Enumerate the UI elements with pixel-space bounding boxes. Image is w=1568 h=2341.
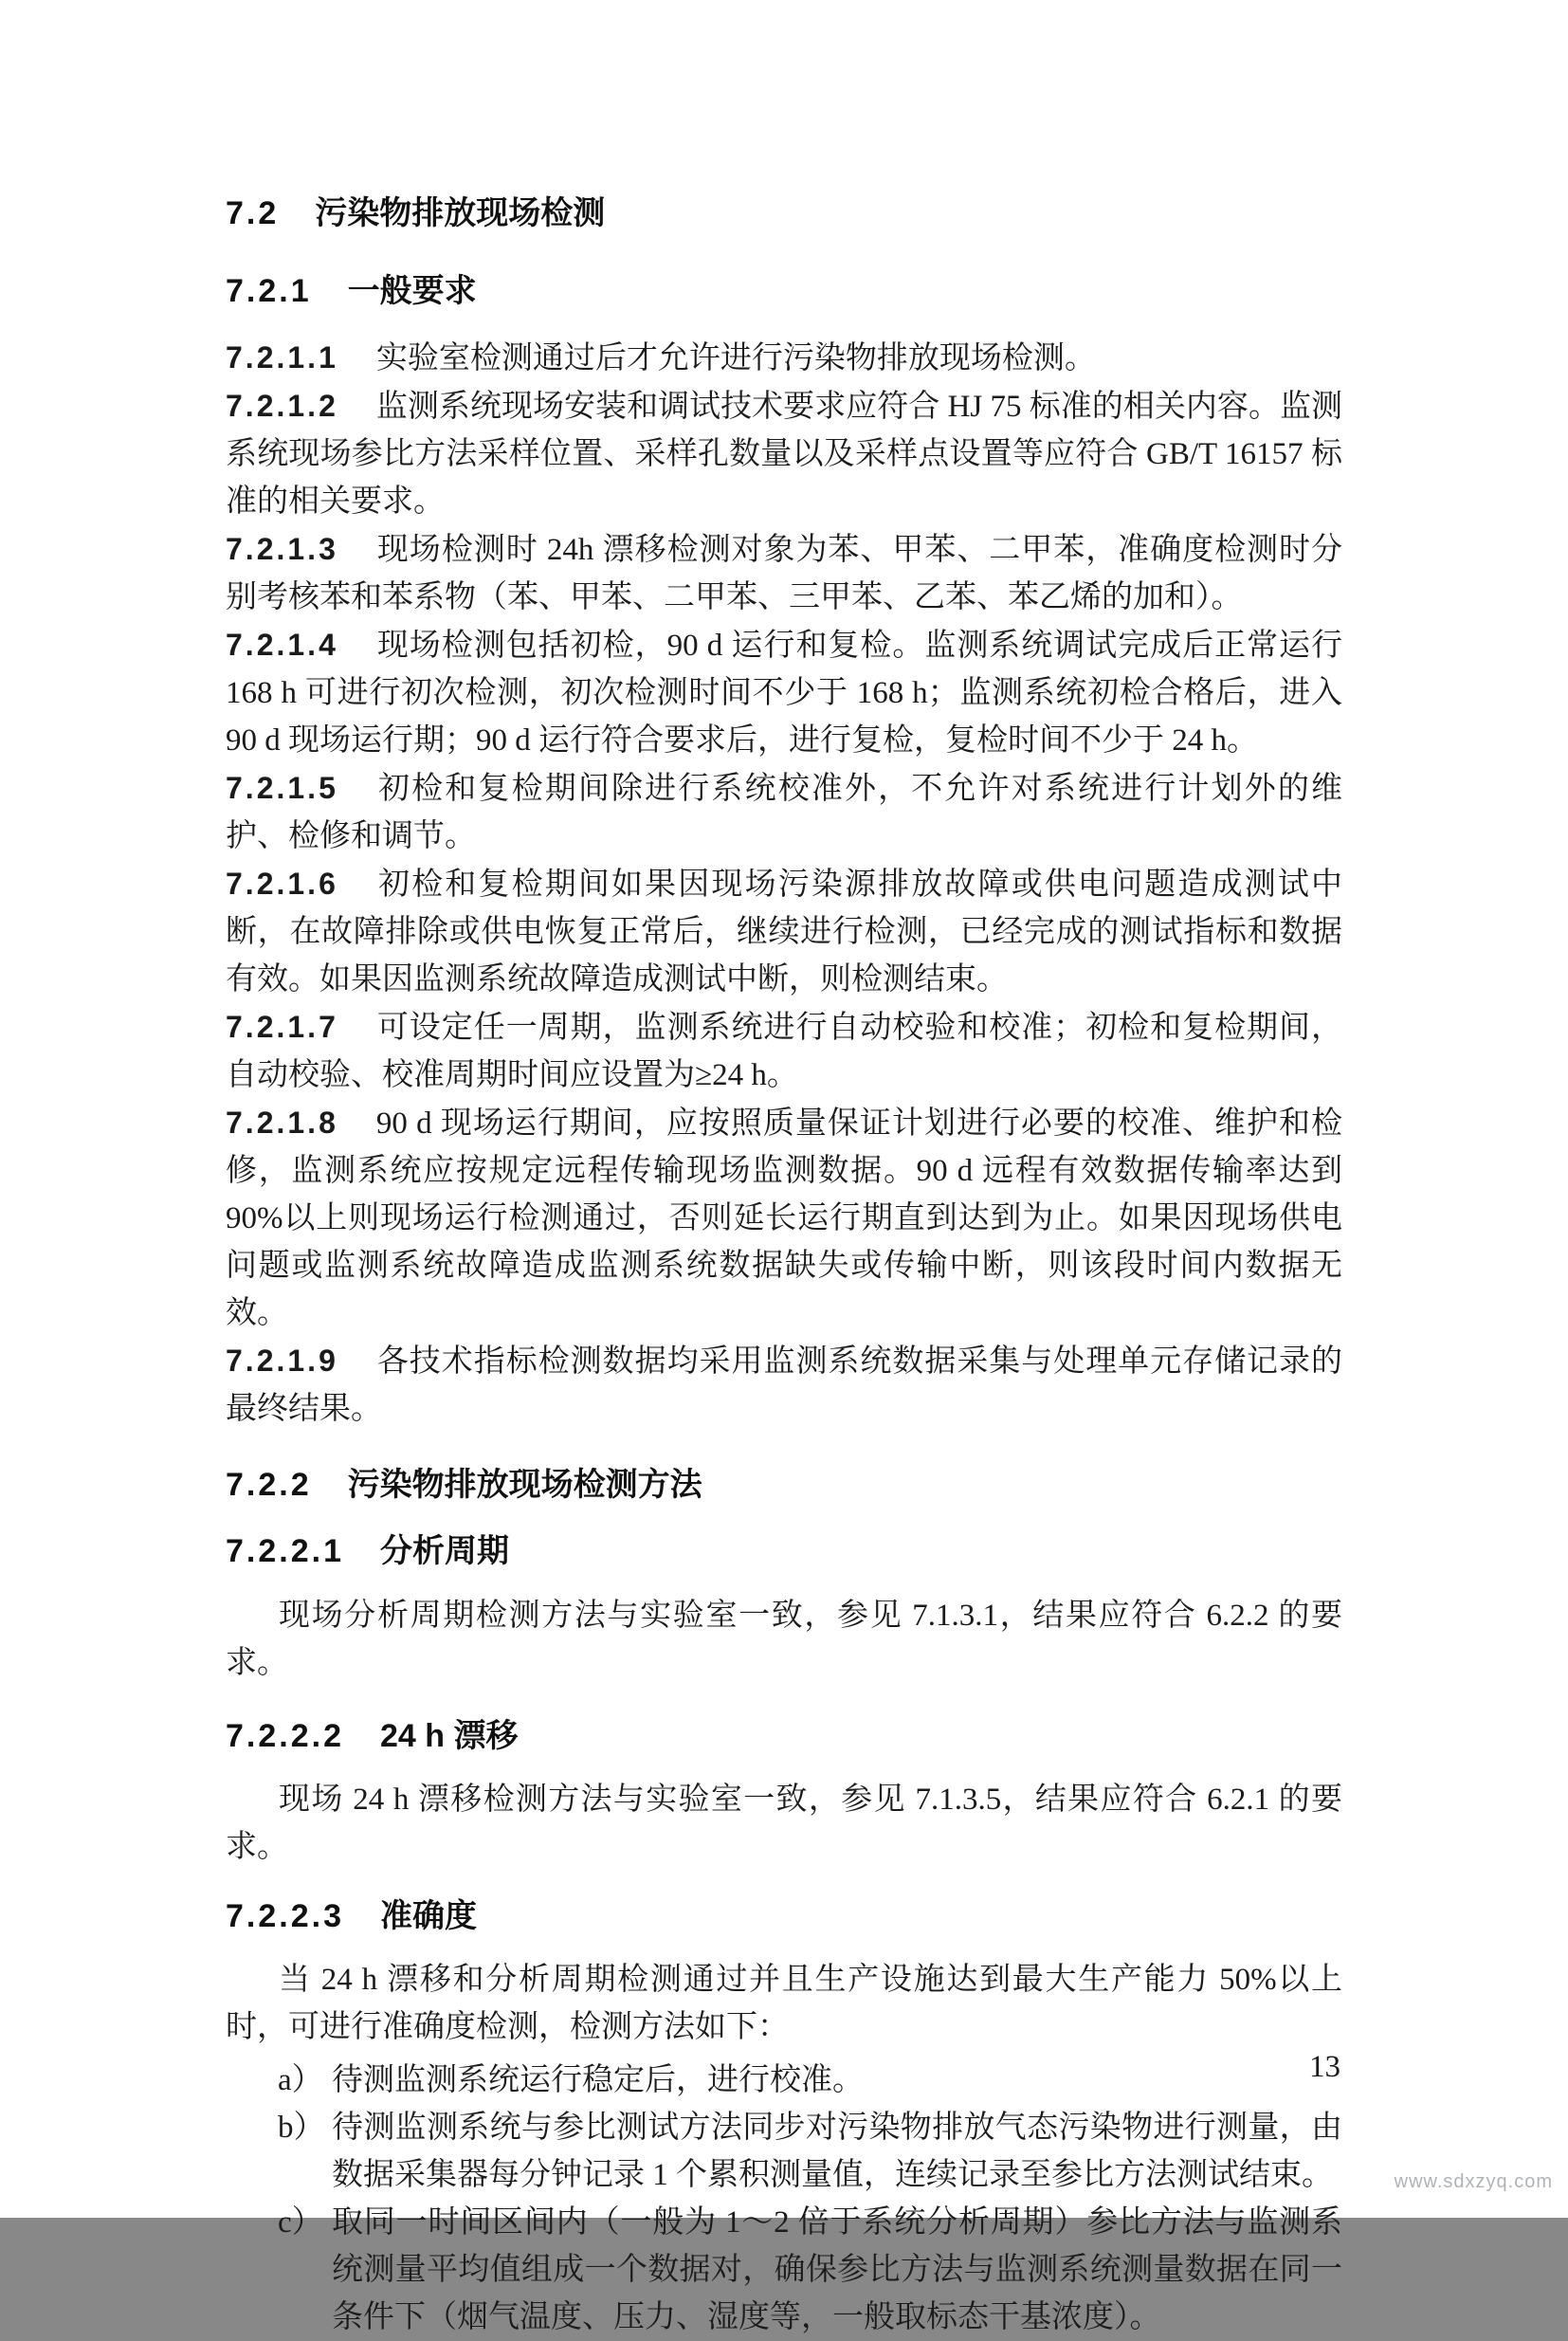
clause-text: 各技术指标检测数据均采用监测系统数据采集与处理单元存储记录的最终结果。 (226, 1344, 1342, 1426)
clause-7-2-1-9 (226, 1337, 1342, 1433)
clause-7-2-1-3 (226, 525, 1342, 621)
heading-7-2-2 (226, 1464, 1342, 1506)
accuracy-step-list (226, 2057, 1342, 2341)
clause-number: 7.2.1.7 (226, 1010, 338, 1044)
clause-text: 初检和复检期间如果因现场污染源排放故障或供电问题造成测试中断，在故障排除或供电恢复正常后，继续进行检测，已经完成的测试指标和数据有效。如果因监测系统故障造成测试中断，则检测结束。 (226, 868, 1342, 997)
clause-text: 90 d 现场运行期间，应按照质量保证计划进行必要的校准、维护和检修，监测系统应按规定远程传输现场监测数据。90 d 远程有效数据传输率达到 90%以上则现场运行检测通过，否则延长运行期直到达到为止。如果因现场供电问题或监测系统故障造成监测系统数据缺失或传输中断，则该段时间内数据无效。 (226, 1106, 1342, 1330)
heading-7-2-2-2-number: 7.2.2.2 (226, 1718, 344, 1754)
heading-7-2-2-1-title: 分析周期 (379, 1533, 509, 1569)
clause-number: 7.2.1.6 (226, 867, 338, 901)
heading-7-2-2-3-number: 7.2.2.3 (226, 1898, 344, 1934)
clause-7-2-1-2 (226, 382, 1342, 525)
clause-number: 7.2.1.5 (226, 771, 338, 805)
clause-text: 实验室检测通过后才允许进行污染物排放现场检测。 (375, 341, 1096, 375)
heading-7-2-2-2 (226, 1715, 1342, 1757)
clause-number: 7.2.1.3 (226, 532, 338, 566)
clause-text: 可设定任一周期，监测系统进行自动校验和校准；初检和复检期间，自动校验、校准周期时间应设置为≥24 h。 (226, 1011, 1342, 1092)
heading-7-2-2-2-title: 24 h 漂移 (379, 1718, 519, 1754)
clause-7-2-1-8 (226, 1099, 1342, 1337)
page-content (226, 192, 1342, 2341)
heading-7-2-1 (226, 270, 1342, 312)
list-item-text: 待测监测系统运行稳定后，进行校准。 (332, 2063, 864, 2097)
list-marker-c: c） (278, 2205, 323, 2240)
heading-7-2-2-3-title: 准确度 (379, 1898, 477, 1934)
clause-7-2-1-5 (226, 764, 1342, 860)
heading-7-2-2-number: 7.2.2 (226, 1467, 312, 1503)
heading-7-2-2-title: 污染物排放现场检测方法 (347, 1467, 702, 1503)
clause-text: 现场检测包括初检，90 d 运行和复检。监测系统调试完成后正常运行 168 h 可进行初次检测，初次检测时间不少于 168 h；监测系统初检合格后，进入 90 d 现场运行期；90 d 运行符合要求后，进行复检，复检时间不少于 24 h。 (226, 629, 1342, 758)
clause-number: 7.2.1.4 (226, 628, 338, 662)
clause-7-2-1-7 (226, 1003, 1342, 1099)
list-item-text: 取同一时间区间内（一般为 1～2 倍于系统分析周期）参比方法与监测系统测量平均值组成一个数据对，确保参比方法与监测系统测量数据在同一条件下（烟气温度、压力、湿度等，一般取标态干基浓度）。 (332, 2205, 1342, 2334)
heading-7-2-1-number: 7.2.1 (226, 273, 312, 309)
clause-7-2-1-6 (226, 860, 1342, 1003)
heading-7-2-title: 污染物排放现场检测 (315, 195, 606, 231)
heading-7-2-number: 7.2 (226, 195, 280, 231)
clause-text: 初检和复检期间除进行系统校准外，不允许对系统进行计划外的维护、检修和调节。 (226, 772, 1342, 853)
list-item-a (226, 2057, 1342, 2104)
list-marker-b: b） (278, 2111, 325, 2145)
watermark-url: www.sdxzyq.com (1394, 2171, 1553, 2192)
heading-7-2-1-title: 一般要求 (347, 273, 477, 309)
heading-7-2-2-1 (226, 1530, 1342, 1572)
clause-number: 7.2.1.8 (226, 1106, 338, 1140)
paragraph-accuracy-intro: 当 24 h 漂移和分析周期检测通过并且生产设施达到最大生产能力 50%以上时，可进行准确度检测，检测方法如下： (226, 1963, 1342, 2044)
clause-number: 7.2.1.9 (226, 1344, 338, 1378)
clause-text: 监测系统现场安装和调试技术要求应符合 HJ 75 标准的相关内容。监测系统现场参比方法采样位置、采样孔数量以及采样点设置等应符合 GB/T 16157 标准的相关要求。 (226, 390, 1342, 519)
clause-7-2-1-1 (226, 334, 1342, 382)
heading-7-2-2-1-number: 7.2.2.1 (226, 1533, 344, 1569)
heading-7-2-2-3 (226, 1895, 1342, 1937)
clause-7-2-1-4 (226, 621, 1342, 764)
clause-text: 现场检测时 24h 漂移检测对象为苯、甲苯、二甲苯，准确度检测时分别考核苯和苯系物（苯、甲苯、二甲苯、三甲苯、乙苯、苯乙烯的加和）。 (226, 533, 1342, 614)
heading-7-2 (226, 192, 1342, 234)
list-item-text: 待测监测系统与参比测试方法同步对污染物排放气态污染物进行测量，由数据采集器每分钟记录 1 个累积测量值，连续记录至参比方法测试结束。 (332, 2111, 1342, 2192)
clause-number: 7.2.1.1 (226, 340, 338, 375)
page-number: 13 (1309, 2050, 1340, 2084)
paragraph-24h-drift: 现场 24 h 漂移检测方法与实验室一致，参见 7.1.3.5，结果应符合 6.2.1 的要求。 (226, 1783, 1342, 1864)
paragraph-analysis-period: 现场分析周期检测方法与实验室一致，参见 7.1.3.1，结果应符合 6.2.2 的要求。 (226, 1599, 1342, 1680)
list-item-c (226, 2199, 1342, 2341)
list-marker-a: a） (278, 2063, 323, 2097)
list-item-b (226, 2104, 1342, 2199)
clause-number: 7.2.1.2 (226, 389, 338, 423)
